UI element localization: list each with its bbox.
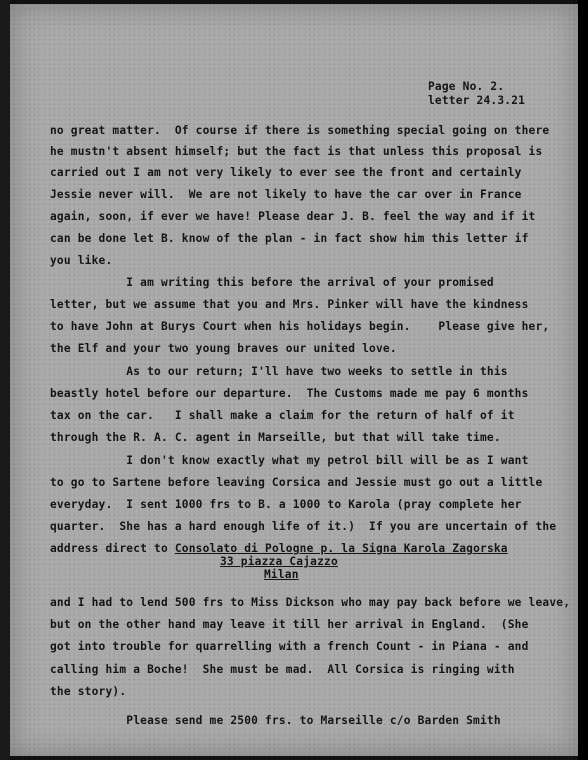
- text-line-8: I am writing this before the arrival of your promised: [50, 276, 494, 289]
- text-line-2: he mustn't absent himself; but the fact is that unless this proposal is: [50, 145, 543, 158]
- text-line-19: quarter. She has a hard enough life of it.) If you are uncertain of the: [50, 520, 557, 533]
- address-consulate: Consolato di Pologne p. la Signa Karola Zagorska: [174, 542, 508, 555]
- text-line-13: beastly hotel before our departure. The Customs made me pay 6 months: [50, 387, 529, 400]
- text-line-12: As to our return; I'll have two weeks to settle in this: [50, 365, 508, 378]
- text-line-21: but on the other hand may leave it till her arrival in England. (She: [50, 618, 529, 631]
- text-line-18: everyday. I sent 1000 frs to B. a 1000 to Karola (pray complete her: [50, 498, 522, 511]
- page-header: [428, 80, 525, 108]
- text-line-22: got into trouble for quarrelling with a french Count - in Piana - and: [50, 640, 529, 653]
- text-line-17: to go to Sartene before leaving Corsica and Jessie must go out a little: [50, 476, 543, 489]
- text-line-9: letter, but we assume that you and Mrs. Pinker will have the kindness: [50, 298, 529, 311]
- text-line-6: can be done let B. know of the plan - in fact show him this letter if: [50, 232, 529, 245]
- scan-right-edge: [578, 0, 588, 760]
- text-line-16: I don't know exactly what my petrol bill will be as I want: [50, 454, 529, 467]
- scan-left-edge: [0, 0, 10, 760]
- text-line-14: tax on the car. I shall make a claim for the return of half of it: [50, 409, 515, 422]
- address-prefix: address direct to: [50, 542, 175, 555]
- page-number: Page No. 2.: [428, 80, 505, 93]
- text-line-15: through the R. A. C. agent in Marseille, but that will take time.: [50, 431, 501, 444]
- text-line-1: no great matter. Of course if there is something special going on there: [50, 124, 550, 137]
- address-line: [50, 542, 508, 556]
- text-line-20: and I had to lend 500 frs to Miss Dickson who may pay back before we leave,: [50, 596, 571, 609]
- text-line-25: Please send me 2500 frs. to Marseille c/o Barden Smith: [50, 714, 501, 727]
- address-city: Milan: [264, 568, 299, 581]
- text-line-7: you like.: [50, 254, 113, 267]
- text-line-24: the story).: [50, 685, 127, 698]
- text-line-4: Jessie never will. We are not likely to have the car over in France: [50, 188, 522, 201]
- letter-date: letter 24.3.21: [428, 94, 526, 107]
- text-line-5: again, soon, if ever we have! Please dear J. B. feel the way and if it: [50, 210, 536, 223]
- text-line-23: calling him a Boche! She must be mad. All Corsica is ringing with: [50, 663, 515, 676]
- text-line-3: carried out I am not very likely to ever see the front and certainly: [50, 166, 522, 179]
- text-line-11: the Elf and your two young braves our united love.: [50, 342, 397, 355]
- address-street: 33 piazza Cajazzo: [220, 555, 338, 568]
- text-line-10: to have John at Burys Court when his holidays begin. Please give her,: [50, 320, 550, 333]
- letter-page: [10, 4, 578, 756]
